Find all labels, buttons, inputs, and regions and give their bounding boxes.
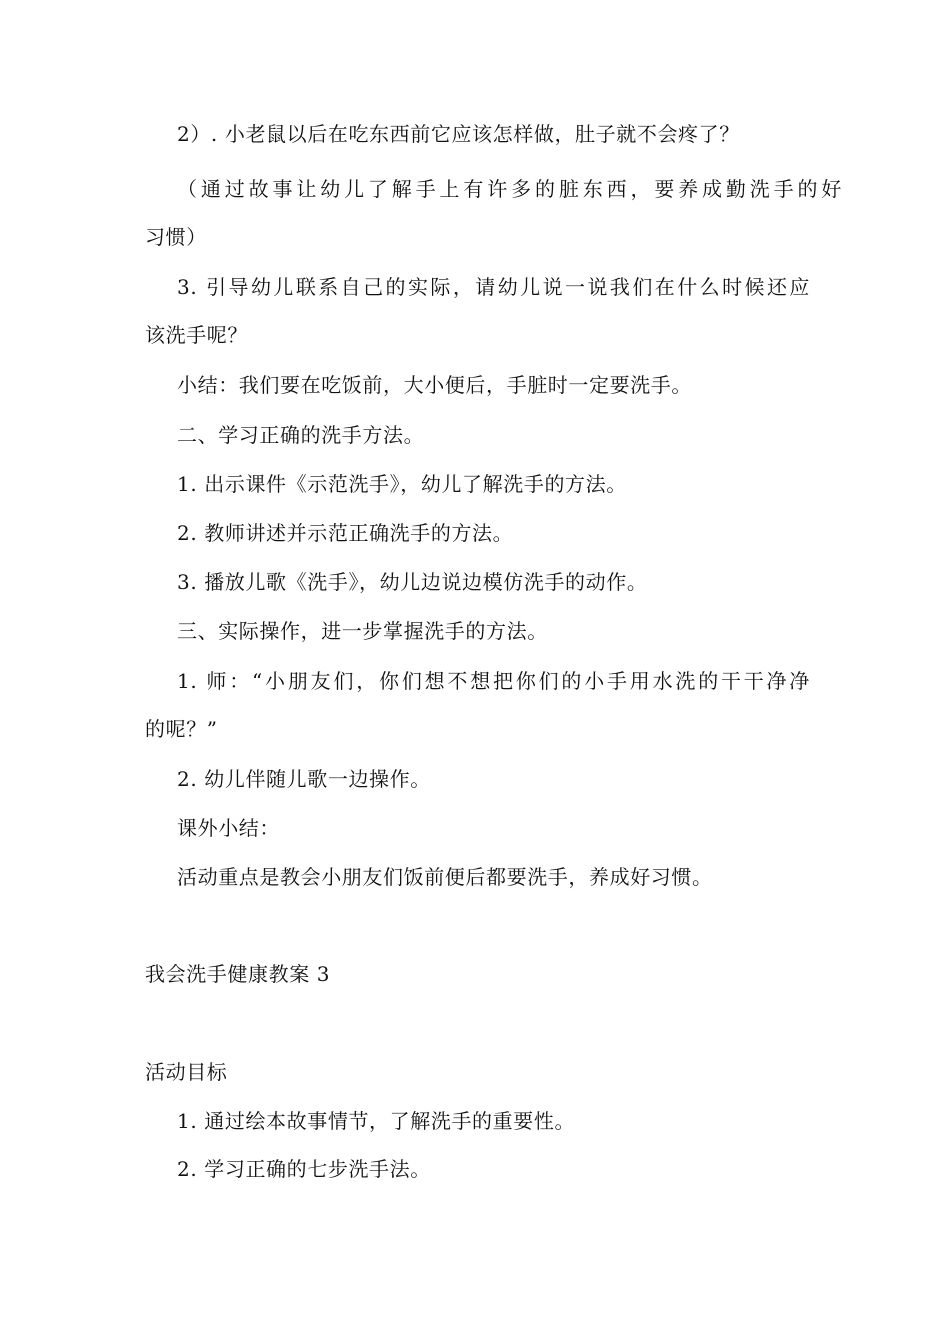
list-item: 2. 幼儿伴随儿歌一边操作。 (177, 767, 431, 791)
list-item: 3. 播放儿歌《洗手》，幼儿边说边模仿洗手的动作。 (177, 570, 648, 594)
section-heading: 三、实际操作，进一步掌握洗手的方法。 (177, 619, 548, 643)
paragraph-line: （通过故事让幼儿了解手上有许多的脏东西，要养成勤洗手的好 (177, 177, 842, 201)
list-item: 1. 通过绘本故事情节，了解洗手的重要性。 (177, 1109, 576, 1133)
paragraph-line: 该洗手呢？ (145, 323, 248, 347)
list-item: 1. 师：“小朋友们，你们想不想把你们的小手用水洗的干干净净 (177, 669, 810, 693)
list-item: 2. 教师讲述并示范正确洗手的方法。 (177, 521, 514, 545)
subheading: 课外小结： (177, 816, 280, 840)
paragraph-line: 活动重点是教会小朋友们饭前便后都要洗手，养成好习惯。 (177, 865, 713, 889)
summary-line: 小结：我们要在吃饭前，大小便后，手脏时一定要洗手。 (177, 373, 692, 397)
paragraph-line: 的呢？” (145, 717, 218, 741)
paragraph-line: 习惯） (145, 225, 207, 249)
section-heading: 活动目标 (145, 1060, 228, 1084)
list-item: 2. 学习正确的七步洗手法。 (177, 1157, 431, 1181)
paragraph-line: 3. 引导幼儿联系自己的实际，请幼儿说一说我们在什么时候还应 (177, 275, 810, 299)
list-item: 1. 出示课件《示范洗手》，幼儿了解洗手的方法。 (177, 472, 627, 496)
section-heading: 二、学习正确的洗手方法。 (177, 423, 425, 447)
paragraph-line: 2）. 小老鼠以后在吃东西前它应该怎样做，肚子就不会疼了？ (177, 122, 740, 146)
document-title: 我会洗手健康教案 3 (145, 962, 331, 986)
